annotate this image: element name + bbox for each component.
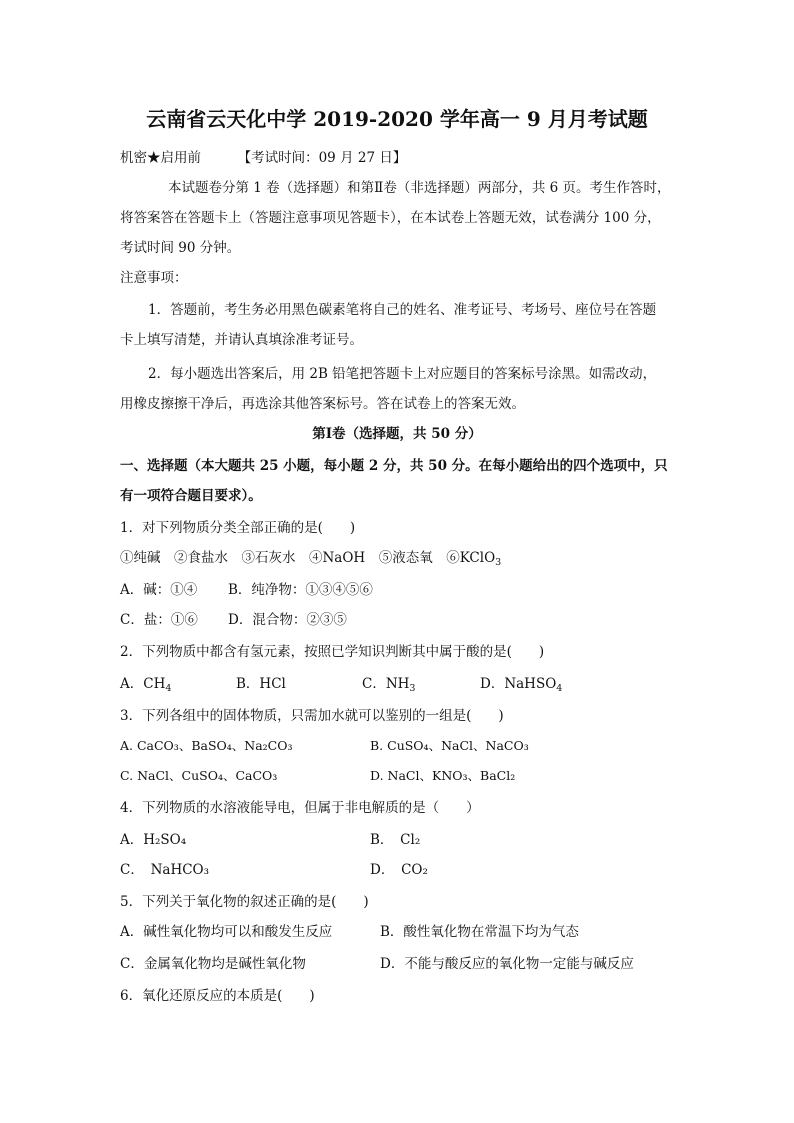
question-2-stem: 2．下列物质中都含有氢元素，按照已学知识判断其中属于酸的是( ) bbox=[120, 644, 545, 660]
option-text: A．CH bbox=[120, 676, 166, 692]
exam-time: 【考试时间：09 月 27 日】 bbox=[237, 150, 407, 166]
subscript: 4 bbox=[556, 683, 563, 694]
intro-line-2: 将答案答在答题卡上（答题注意事项见答题卡），在本试卷上答题无效，试卷满分 100 分， bbox=[120, 210, 661, 226]
header-line bbox=[120, 148, 406, 168]
question-2-option-a bbox=[120, 674, 171, 694]
question-1-option-c: C．盐：①⑥ bbox=[120, 612, 198, 628]
question-6-stem: 6．氧化还原反应的本质是( ) bbox=[120, 988, 315, 1004]
question-4-stem: 4．下列物质的水溶液能导电，但属于非电解质的是（ ） bbox=[120, 800, 480, 816]
option-text: C．NH bbox=[362, 676, 410, 692]
question-1-items bbox=[120, 548, 501, 568]
note-1-line-1: 1．答题前，考生务必用黑色碳素笔将自己的姓名、准考证号、考场号、座位号在答题 bbox=[148, 302, 657, 318]
note-1-line-2: 卡上填写清楚，并请认真填涂准考证号。 bbox=[120, 332, 363, 348]
part-heading-line-1: 一、选择题（本大题共 25 小题，每小题 2 分，共 50 分。在每小题给出的四个选项中，只 bbox=[120, 458, 668, 474]
question-1-option-b: B．纯净物：①③④⑤⑥ bbox=[228, 582, 373, 598]
note-2-line-1: 2．每小题选出答案后，用 2B 铅笔把答题卡上对应题目的答案标号涂黑。如需改动， bbox=[148, 366, 657, 382]
question-2-option-c bbox=[362, 674, 415, 694]
question-5-option-c: C．金属氧化物均是碱性氧化物 bbox=[120, 956, 306, 972]
question-4-option-c: C． NaHCO₃ bbox=[120, 862, 210, 878]
question-1-option-a: A．碱：①④ bbox=[120, 582, 198, 598]
question-1-items-text: ①纯碱 ②食盐水 ③石灰水 ④NaOH ⑤液态氧 ⑥KClO bbox=[120, 550, 496, 566]
option-text: D．NaHSO bbox=[480, 676, 557, 692]
exam-title: 云南省云天化中学 2019-2020 学年高一 9 月月考试题 bbox=[146, 107, 648, 131]
question-1-option-d: D．混合物：②③⑤ bbox=[228, 612, 347, 628]
question-3-option-b: B. CuSO₄、NaCl、NaCO₃ bbox=[370, 738, 529, 753]
question-5-stem: 5．下列关于氧化物的叙述正确的是( ) bbox=[120, 894, 369, 910]
question-2-option-d bbox=[480, 674, 562, 694]
question-4-option-b: B． Cl₂ bbox=[370, 832, 421, 848]
secret-label: 机密★启用前 bbox=[120, 150, 201, 166]
question-4-option-a: A．H₂SO₄ bbox=[120, 832, 187, 848]
question-3-option-d: D. NaCl、KNO₃、BaCl₂ bbox=[370, 768, 516, 783]
question-3-option-c: C. NaCl、CuSO₄、CaCO₃ bbox=[120, 768, 278, 783]
question-5-option-d: D．不能与酸反应的氧化物一定能与碱反应 bbox=[380, 956, 634, 972]
question-5-option-a: A．碱性氧化物均可以和酸发生反应 bbox=[120, 924, 333, 940]
notes-title: 注意事项： bbox=[120, 270, 188, 286]
intro-line-1: 本试题卷分第 1 卷（选择题）和第Ⅱ卷（非选择题）两部分，共 6 页。考生作答时， bbox=[168, 180, 671, 196]
intro-line-3: 考试时间 90 分钟。 bbox=[120, 240, 241, 256]
question-5-option-b: B．酸性氧化物在常温下均为气态 bbox=[380, 924, 579, 940]
subscript: 4 bbox=[165, 683, 172, 694]
question-1-stem: 1．对下列物质分类全部正确的是( ) bbox=[120, 520, 356, 536]
part-heading-line-2: 有一项符合题目要求）。 bbox=[120, 488, 262, 504]
question-2-option-b: B．HCl bbox=[236, 676, 286, 692]
question-3-stem: 3．下列各组中的固体物质，只需加水就可以鉴别的一组是( ) bbox=[120, 708, 504, 724]
section-title: 第Ⅰ卷（选择题，共 50 分） bbox=[312, 426, 482, 442]
note-2-line-2: 用橡皮擦擦干净后，再选涂其他答案标号。答在试卷上的答案无效。 bbox=[120, 396, 525, 412]
question-3-option-a: A. CaCO₃、BaSO₄、Na₂CO₃ bbox=[120, 738, 293, 753]
subscript: 3 bbox=[495, 557, 502, 568]
subscript: 3 bbox=[409, 683, 416, 694]
question-4-option-d: D． CO₂ bbox=[370, 862, 428, 878]
